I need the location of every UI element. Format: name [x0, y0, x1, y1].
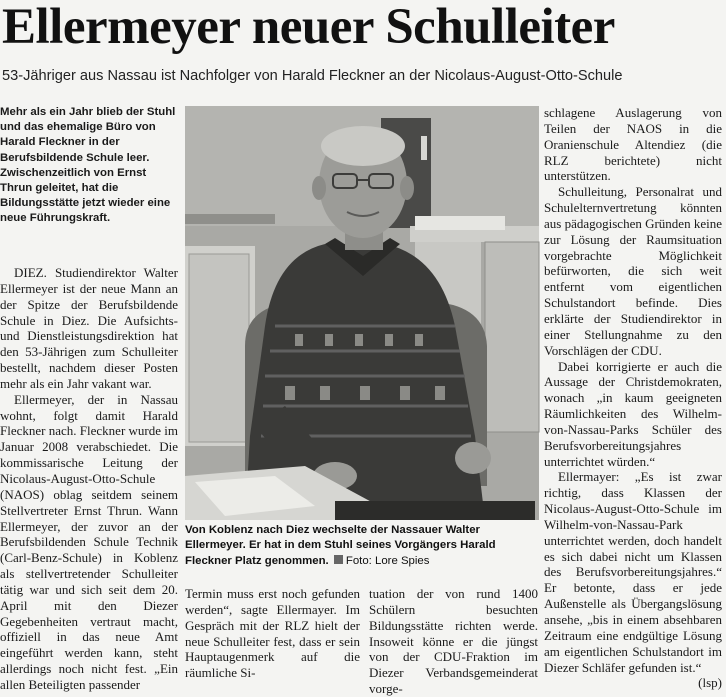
article-column-3 [369, 586, 538, 697]
article-paragraph: Schulleitung, Personalrat und Schulelternvertretung könnten aus pädagogischen Gründen keine zur Lösung der Raumsituation vorgebrachte Möglichkeit befürworten, die sich weit entfernt vom eigentlichen Schulstandort befinde. Dies erklärte der Studiendirektor in einer Stellungnahme zu den Vorschlägen der CDU. [544, 184, 722, 358]
photo-caption [185, 523, 539, 569]
article-paragraph: Ellermeyer, der in Nassau wohnt, folgt damit Harald Fleckner nach. Fleckner wurde im Januar 2008 verabschiedet. Die kommissarische Leitung der Nicolaus-August-Otto-Schule (NAOS) oblag seitdem seinem Stellvertreter Ernst Thrun. Wann Ellermeyer, der zuvor an der Berufsbildenden Schule Technik (Carl-Benz-Schule) in Koblenz als stellvertretender Schulleiter tätig war und sich seit dem 20. April mit den Diezer Gegebenheiten vertraut macht, offiziell in das neue Amt eingeführt werden kann, steht allerdings noch nicht fest. „Ein allen Beteiligten passender [0, 391, 178, 692]
article-paragraph: tuation der von rund 1400 Schülern besuchten Bildungsstätte richten werde. Insoweit könne er die jüngst von der CDU-Fraktion im Diezer Verbandsgemeinderat vorge- [369, 586, 538, 697]
article-column-4 [544, 105, 722, 691]
article-paragraph: Ellermayer: „Es ist zwar richtig, dass Klassen der Nicolaus-August-Otto-Schule im Wilhelm-von-Nassau-Park unterrichtet werden, doch handelt es sich dabei nicht um Klassen des Berufsvorbereitungsjahres.“ Er betonte, dass er jede Außenstelle als Übergangslösung ansehe, „bis in einem absehbaren Zeitraum eine endgültige Lösung am eigentlichen Schulstandort im Diezer Schläfer gefunden ist.“ [544, 469, 722, 675]
lead-paragraph: Mehr als ein Jahr blieb der Stuhl und das ehemalige Büro von Harald Fleckner in der Berufsbildende Schule leer. Zwischenzeitlich von Ernst Thrun geleitet, hat die Bildungsstätte jetzt wieder eine neue Führungskraft. [0, 106, 176, 225]
subheadline: 53-Jähriger aus Nassau ist Nachfolger von Harald Fleckner an der Nicolaus-August-Otto-Schule [2, 68, 623, 84]
headline: Ellermeyer neuer Schulleiter [2, 0, 615, 55]
caption-text: Von Koblenz nach Diez wechselte der Nassauer Walter Ellermeyer. Er hat in dem Stuhl seines Vorgängers Harald Fleckner Platz genommen. [185, 524, 496, 567]
portrait-photo [185, 106, 539, 520]
article-paragraph: schlagene Auslagerung von Teilen der NAOS in die Oranienschule Altendiez (die RLZ berichtete) nicht unterstützen. [544, 105, 722, 184]
article-column-1 [0, 265, 178, 693]
article-column-2 [185, 586, 360, 681]
article-paragraph: DIEZ. Studiendirektor Walter Ellermeyer ist der neue Mann an der Spitze der Berufsbildende Schule in Diez. Die Aufsichts- und Dienstleistungsdirektion hat den 53-Jährigen zum Schulleiter bestellt, nachdem dieser Posten mehr als ein Jahr vakant war. [0, 265, 178, 391]
credit-square-icon [334, 555, 343, 564]
photo-credit: Foto: Lore Spies [345, 554, 430, 567]
article-paragraph: Dabei korrigierte er auch die Aussage der Christdemokraten, wonach „in kaum geeigneten Räumlichkeiten des Wilhelm-von-Nassau-Parks Schüler des Berufsvorbereitungsjahres unterrichtet würden.“ [544, 358, 722, 469]
article-paragraph: Termin muss erst noch gefunden werden“, sagte Ellermayer. Im Gespräch mit der RLZ hielt der neue Schulleiter fest, dass er sein Hauptaugenmerk auf die räumliche Si- [185, 586, 360, 681]
author-byline: (lsp) [698, 675, 722, 691]
